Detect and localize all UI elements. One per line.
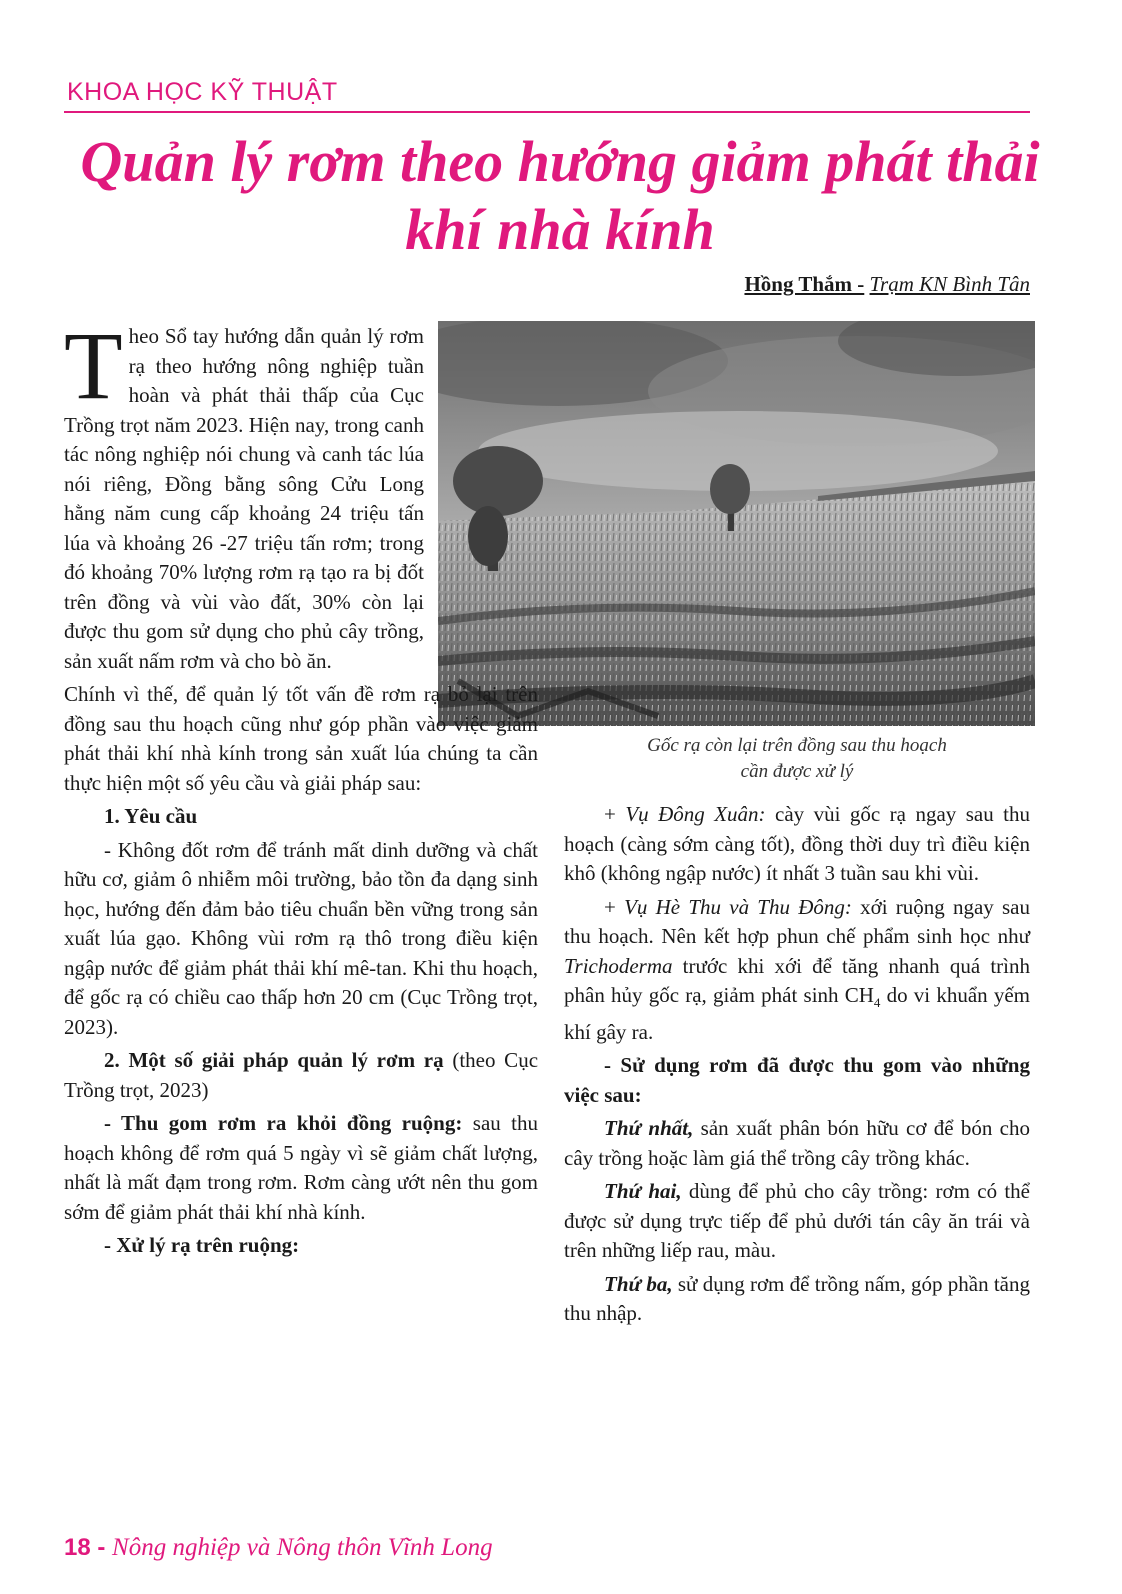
right-column [564, 800, 1030, 1333]
third-use-paragraph: Thứ ba, sử dụng rơm để trồng nấm, góp phần tăng thu nhập. [564, 1271, 1030, 1326]
article-title [40, 128, 1080, 264]
caption-line-2: cần được xử lý [740, 761, 854, 782]
section-1-text: - Không đốt rơm để tránh mất dinh dưỡng và chất hữu cơ, giảm ô nhiễm môi trường, bảo tồn đa dạng sinh học, hướng đến đảm bảo tiêu chuẩn bền vững trong sản xuất lúa gạo. Không vùi rơm rạ thô trong điều kiện ngập nước để giảm phát thải khí mê-tan. Khi thu hoạch, để gốc rạ có chiều cao thấp hơn 20 cm (Cục Trồng trọt, 2023). [64, 837, 538, 1039]
page-number: 18 - [64, 1534, 106, 1561]
he-thu-paragraph: + Vụ Hè Thu và Thu Đông: xới ruộng ngay sau thu hoạch. Nên kết hợp phun chế phẩm sinh học như Trichoderma trước khi xới để tăng nhanh quá trình phân hủy gốc rạ, giảm phát $\sinh CH_4$ do vi khuẩn yếm khí gây ra. [564, 894, 1031, 1044]
byline [744, 272, 1030, 297]
first-use-paragraph: Thứ nhất, sản xuất phân bón hữu cơ để bón cho cây trồng hoặc làm giá thể trồng cây trồng khác. [564, 1116, 1031, 1170]
left-column [64, 312, 539, 1265]
photo-caption [564, 733, 1030, 785]
use-heading: - Sử dụng rơm đã được thu gom vào những việc sau: [564, 1053, 1030, 1107]
title-line-2: khí nhà kính [405, 197, 715, 262]
second-use-paragraph: Thứ hai, dùng để phủ cho cây trồng: rơm có thể được sử dụng trực tiếp để phủ dưới tán cây ăn trái và trên những liếp rau, màu. [564, 1179, 1030, 1263]
collect-paragraph: - Thu gom rơm ra khỏi đồng ruộng: sau thu hoạch không để rơm quá 5 ngày vì sẽ giảm chất lượng, nhất là mất đạm trong rơm. Rơm càng ướt nên thu gom sớm để giảm phát thải khí nhà kính. [64, 1111, 539, 1224]
section-label: KHOA HỌC KỸ THUẬT [67, 78, 338, 106]
dong-xuan-paragraph: + Vụ Đông Xuân: cày vùi gốc rạ ngay sau thu hoạch (càng sớm càng tốt), đồng thời duy trì điều kiện khô (không ngập nước) ít nhất 3 tuần sau khi vùi. [564, 802, 1030, 885]
intro-paragraph [64, 312, 424, 676]
caption-line-1: Gốc rạ còn lại trên đồng sau thu hoạch [647, 735, 947, 756]
author-affiliation: Trạm KN Bình Tân [869, 272, 1030, 296]
title-line-1: Quản lý rơm theo hướng giảm phát thải [80, 129, 1040, 194]
field-handling-heading: - Xử lý rạ trên ruộng: [104, 1233, 300, 1257]
intro-paragraph-2: Chính vì thế, để quản lý tốt vấn đề rơm rạ bỏ lại trên đồng sau thu hoạch cũng như góp phần vào việc giảm phát thải khí nhà kính trong sản xuất lúa chúng ta cần thực hiện một số yêu cầu và giải pháp sau: [64, 682, 538, 795]
intro-text: heo Sổ tay hướng dẫn quản lý rơm rạ theo hướng nông nghiệp tuần hoàn và phát thải thấp của Cục Trồng trọt năm 2023. Hiện nay, trong canh tác nông nghiệp nói chung và canh tác lúa nói riêng, Đồng bằng sông Cửu Long hằng năm cung cấp khoảng 24 triệu tấn lúa và khoảng 26 -27 triệu tấn rơm; trong đó khoảng 70% lượng rơm rạ tạo ra bị đốt trên đồng và vùi vào đất, 30% còn lại được thu gom sử dụng cho phủ cây trồng, sản xuất nấm rơm và cho bò ăn. [64, 324, 424, 673]
section-1-heading: 1. Yêu cầu [104, 804, 198, 828]
author-name: Hồng Thắm - [744, 272, 865, 296]
drop-cap: T [64, 312, 123, 419]
page-footer [64, 1534, 493, 1562]
section-2-heading: 2. Một số giải pháp quản lý rơm rạ (theo Cục Trồng trọt, 2023) [64, 1048, 539, 1102]
section-divider [64, 111, 1030, 113]
magazine-name: Nông nghiệp và Nông thôn Vĩnh Long [112, 1534, 493, 1561]
